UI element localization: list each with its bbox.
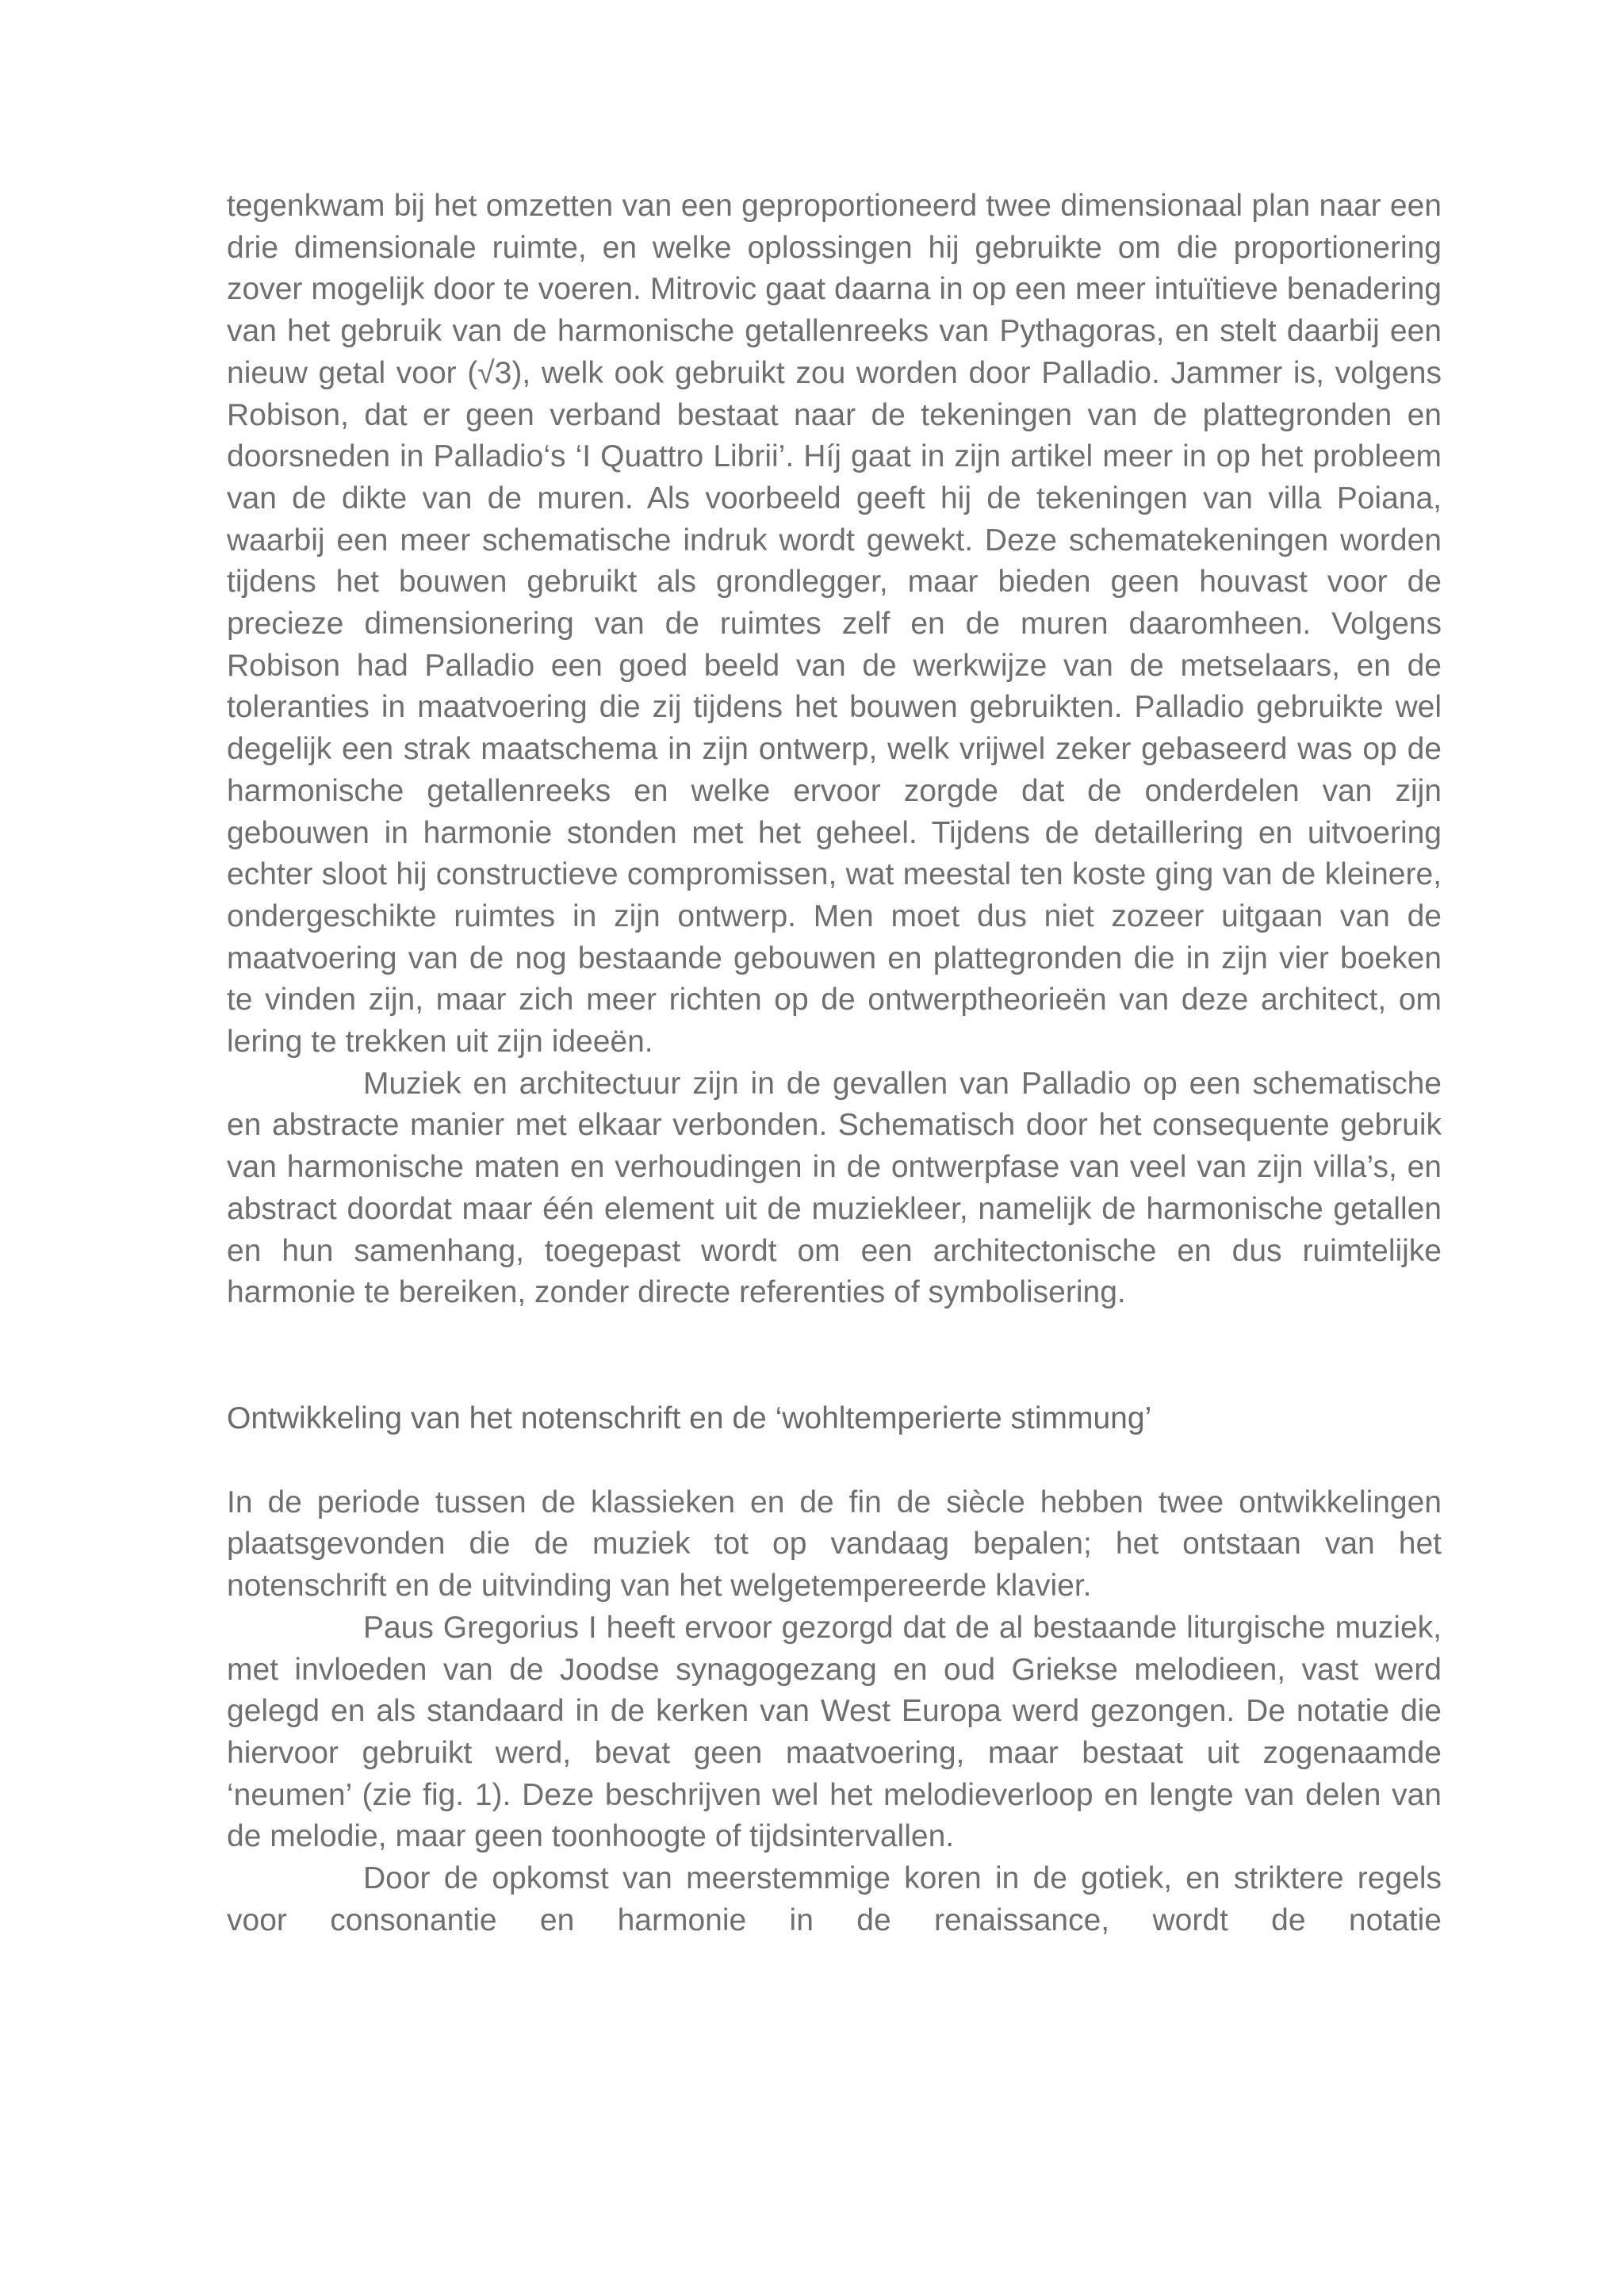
text-column [227,186,1442,1941]
paragraph-developments-intro: In de periode tussen de klassieken en de fin de siècle hebben twee ontwikkelingen plaatsgevonden die de muziek tot op vandaag bepalen; het ontstaan van het notenschrift en de uitvinding van het welgetempereerde klavier. [227,1485,1442,1604]
paragraph-gregorius: Paus Gregorius I heeft ervoor gezorgd dat de al bestaande liturgische muziek, met invloeden van de Joodse synagogezang en oud Griekse melodieen, vast werd gelegd en als standaard in de kerken van West Europa werd gezongen. De notatie die hiervoor gebruikt werd, bevat geen maatvoering, maar bestaat uit zogenaamde ‘neumen’ (zie fig. 1). Deze beschrijven wel het melodieverloop en lengte van delen van de melodie, maar geen toonhoogte of tijdsintervallen. [227,1610,1442,1854]
section-heading: Ontwikkeling van het notenschrift en de ‘wohltemperierte stimmung’ [227,1401,1152,1435]
paragraph-music-architecture: Muziek en architectuur zijn in de gevallen van Palladio op een schematische en abstracte manier met elkaar verbonden. Schematisch door het consequente gebruik van harmonische maten en verhoudingen in de ontwerpfase van veel van zijn villa’s, en abstract doordat maar één element uit de muziekleer, namelijk de harmonische getallen en hun samenhang, toegepast wordt om een architectonische en dus ruimtelijke harmonie te bereiken, zonder directe referenties of symbolisering. [227,1066,1442,1310]
paragraph-gotiek: Door de opkomst van meerstemmige koren in de gotiek, en striktere regels voor consonantie en harmonie in de renaissance, wordt de notatie [227,1861,1442,1937]
paragraph-palladio-proportions: tegenkwam bij het omzetten van een geproportioneerd twee dimensionaal plan naar een drie dimensionale ruimte, en welke oplossingen hij gebruikte om die proportionering zover mogelijk door te voeren. Mitrovic gaat daarna in op een meer intuïtieve benadering van het gebruik van de harmonische getallenreeks van Pythagoras, en stelt daarbij een nieuw getal voor (√3), welk ook gebruikt zou worden door Palladio. Jammer is, volgens Robison, dat er geen verband bestaat naar de tekeningen van de plattegronden en doorsneden in Palladio‘s ‘I Quattro Librii’. Híj gaat in zijn artikel meer in op het probleem van de dikte van de muren. Als voorbeeld geeft hij de tekeningen van villa Poiana, waarbij een meer schematische indruk wordt gewekt. Deze schematekeningen worden tijdens het bouwen gebruikt als grondlegger, maar bieden geen houvast voor de precieze dimensionering van de ruimtes zelf en de muren daaromheen. Volgens Robison had Palladio een goed beeld van de werkwijze van de metselaars, en de toleranties in maatvoering die zij tijdens het bouwen gebruikten. Palladio gebruikte wel degelijk een strak maatschema in zijn ontwerp, welk vrijwel zeker gebaseerd was op de harmonische getallenreeks en welke ervoor zorgde dat de onderdelen van zijn gebouwen in harmonie stonden met het geheel. Tijdens de detaillering en uitvoering echter sloot hij constructieve compromissen, wat meestal ten koste ging van de kleinere, ondergeschikte ruimtes in zijn ontwerp. Men moet dus niet zozeer uitgaan van de maatvoering van de nog bestaande gebouwen en plattegronden die in zijn vier boeken te vinden zijn, maar zich meer richten op de ontwerptheorieën van deze architect, om lering te trekken uit zijn ideeën. [227,189,1442,1060]
